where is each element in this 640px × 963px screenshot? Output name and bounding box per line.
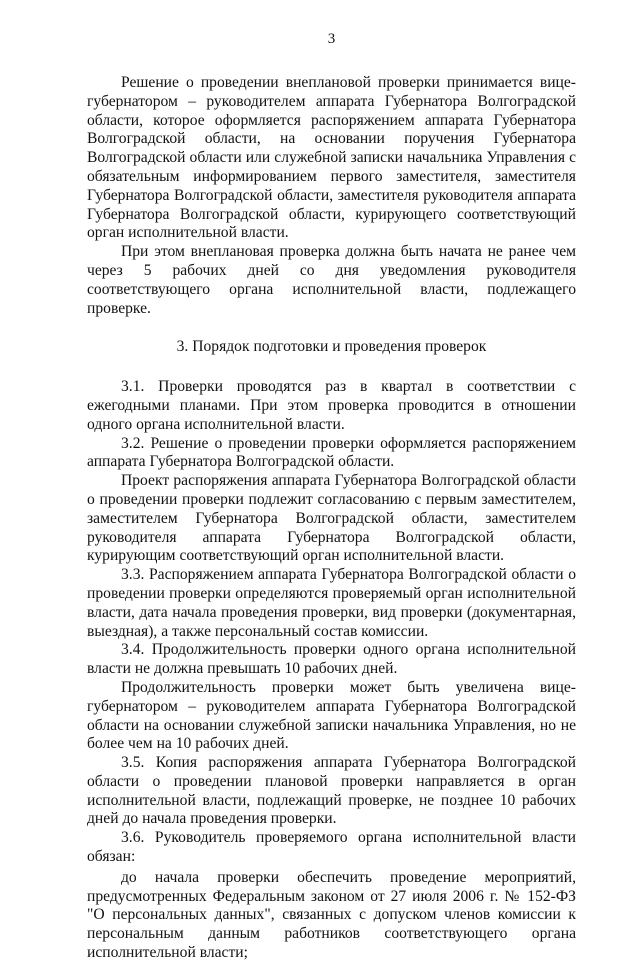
section-heading: 3. Порядок подготовки и проведения проверок [176, 338, 487, 356]
paragraph-3-1: 3.1. Проверки проводятся раз в квартал в соответствии с ежегодными планами. При этом проверка проводится в отношении одного органа исполнительной власти. [87, 378, 576, 433]
paragraph-3-6: 3.6. Руководитель проверяемого органа исполнительной власти обязан: [87, 829, 576, 866]
paragraph-duration-extension: Продолжительность проверки может быть увеличена вице-губернатором – руководителем аппарата Губернатора Волгоградской области на основании служебной записки начальника Управления, но не более чем на 10 рабочих дней. [87, 678, 576, 753]
paragraph-unscheduled-decision: Решение о проведении внеплановой проверки принимается вице-губернатором – руководителем аппарата Губернатора Волгоградской области, которое оформляется распоряжением аппарата Губернатора Волгоградской области, на основании поручения Губернатора Волгоградской области или служебной записки начальника Управления с обязательным информированием первого заместителя, заместителя Губернатора Волгоградской области, заместителя руководителя аппарата Губернатора Волгоградской области, курирующего соответствующий орган исполнительной власти. [87, 74, 576, 242]
paragraph-3-4: 3.4. Продолжительность проверки одного органа исполнительной власти не должна превышать 10 рабочих дней. [87, 641, 576, 678]
paragraph-3-5: 3.5. Копия распоряжения аппарата Губернатора Волгоградской области о проведении плановой проверки направляется в орган исполнительной власти, подлежащий проверке, не позднее 10 рабочих дней до начала проведения проверки. [87, 754, 576, 828]
paragraph-draft-order: Проект распоряжения аппарата Губернатора Волгоградской области о проведении проверки подлежит согласованию с первым заместителем, заместителем Губернатора Волгоградской области, заместителем руководителя аппарата Губернатора Волгоградской области, курирующим соответствующий орган исполнительной власти. [87, 472, 576, 565]
paragraph-3-2: 3.2. Решение о проведении проверки оформляется распоряжением аппарата Губернатора Волгоградской области. [87, 434, 576, 471]
paragraph-personal-data: до начала проверки обеспечить проведение мероприятий, предусмотренных Федеральным законом от 27 июля 2006 г. № 152-ФЗ "О персональных данных", связанных с допуском членов комиссии к персональным данным работников соответствующего органа исполнительной власти; [87, 868, 576, 962]
page-number: 3 [327, 31, 336, 47]
paragraph-unscheduled-start: При этом внеплановая проверка должна быть начата не ранее чем через 5 рабочих дней со дня уведомления руководителя соответствующего органа исполнительной власти, подлежащего проверке. [87, 243, 576, 317]
paragraph-3-3: 3.3. Распоряжением аппарата Губернатора Волгоградской области о проведении проверки определяются проверяемый орган исполнительной власти, дата начала проведения проверки, вид проверки (документарная, выездная), а также персональный состав комиссии. [87, 566, 576, 640]
